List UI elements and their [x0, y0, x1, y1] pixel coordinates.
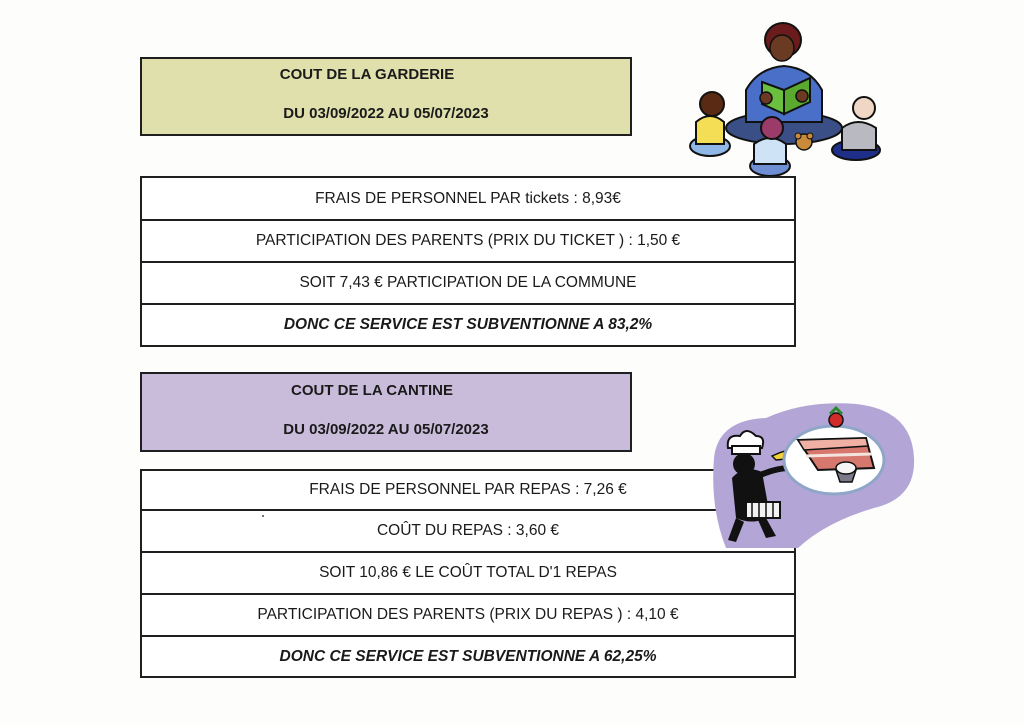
- garderie-subsidy-row: DONC CE SERVICE EST SUBVENTIONNE A 83,2%: [283, 316, 653, 333]
- storytime-children-illustration: [686, 18, 892, 182]
- garderie-title-box: [140, 57, 632, 136]
- table-row: SOIT 10,86 € LE COÛT TOTAL D'1 REPAS: [142, 553, 794, 595]
- table-row: PARTICIPATION DES PARENTS (PRIX DU REPAS ) : 4,10 €: [142, 595, 794, 637]
- table-row: PARTICIPATION DES PARENTS (PRIX DU TICKET ) : 1,50 €: [142, 221, 794, 263]
- table-row: FRAIS DE PERSONNEL PAR REPAS : 7,26 €: [142, 471, 794, 511]
- garderie-period: DU 03/09/2022 AU 05/07/2023: [283, 105, 489, 122]
- chef-serving-cake-illustration: [706, 398, 918, 548]
- table-row: COÛT DU REPAS : 3,60 €: [142, 511, 794, 553]
- table-row: FRAIS DE PERSONNEL PAR tickets : 8,93€: [142, 178, 794, 221]
- table-row: SOIT 7,43 € PARTICIPATION DE LA COMMUNE: [142, 263, 794, 305]
- garderie-cost-table: [140, 176, 796, 347]
- scan-speck: [262, 515, 264, 517]
- cantine-cost-table: [140, 469, 796, 678]
- cantine-title: COUT DE LA CANTINE: [291, 382, 453, 399]
- cantine-title-box: [140, 372, 632, 452]
- garderie-title: COUT DE LA GARDERIE: [279, 66, 455, 83]
- cantine-subsidy-row: DONC CE SERVICE EST SUBVENTIONNE A 62,25%: [279, 647, 657, 665]
- cantine-period: DU 03/09/2022 AU 05/07/2023: [283, 421, 489, 438]
